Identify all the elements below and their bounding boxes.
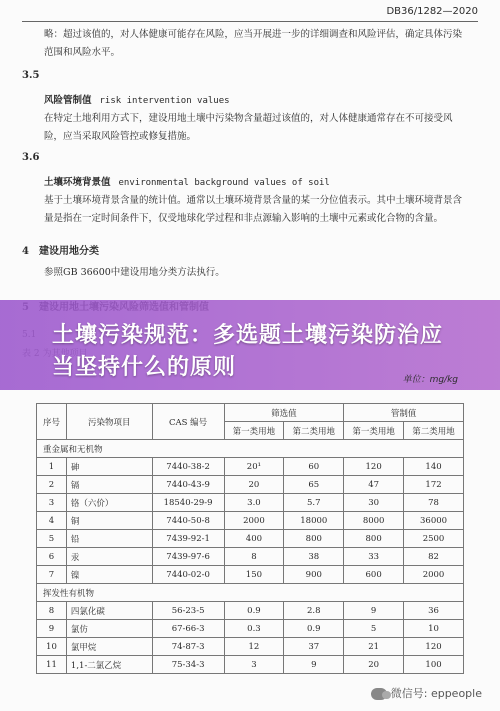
cell-screen-class2: 900	[284, 566, 344, 584]
cell-screen-class1: 0.9	[224, 602, 284, 620]
section-4-body: 参照GB 36600中建设用地分类方法执行。	[44, 267, 225, 278]
table-row	[37, 602, 464, 620]
table-header-row	[37, 404, 464, 422]
cell-name: 氯仿	[66, 620, 152, 638]
cell-control-class2: 172	[404, 476, 464, 494]
table-unit: 单位：mg/kg	[402, 375, 458, 385]
cell-screen-class2: 800	[284, 530, 344, 548]
term-zh: 风险管制值	[44, 95, 92, 106]
cell-control-class1: 600	[344, 566, 404, 584]
section-3-5-number: 3.5	[22, 70, 40, 81]
section-3-6-number: 3.6	[22, 152, 40, 163]
cell-no: 7	[37, 566, 67, 584]
cell-cas: 7439-92-1	[152, 530, 224, 548]
cell-cas: 7440-38-2	[152, 458, 224, 476]
table-row	[37, 458, 464, 476]
cell-control-class1: 47	[344, 476, 404, 494]
cell-name: 砷	[66, 458, 152, 476]
cell-screen-class2: 5.7	[284, 494, 344, 512]
screen-class1-header: 第一类用地	[224, 422, 284, 440]
cell-screen-class1: 12	[224, 638, 284, 656]
watermark-text: 微信号: eppeople	[390, 687, 482, 700]
document-id: DB36/1282—2020	[386, 6, 478, 17]
cell-control-class2: 36	[404, 602, 464, 620]
cell-control-class2: 78	[404, 494, 464, 512]
cell-control-class1: 120	[344, 458, 404, 476]
table-row	[37, 476, 464, 494]
pollutant-table	[36, 403, 464, 674]
cell-screen-class2: 60	[284, 458, 344, 476]
cell-control-class2: 120	[404, 638, 464, 656]
table-row	[37, 656, 464, 674]
section-4-heading: 4 建设用地分类	[22, 246, 99, 257]
cell-cas: 75-34-3	[152, 656, 224, 674]
cell-name: 镉	[66, 476, 152, 494]
cell-screen-class2: 65	[284, 476, 344, 494]
cell-cas: 7440-43-9	[152, 476, 224, 494]
wechat-watermark	[371, 685, 482, 701]
term-zh: 土壤环境背景值	[44, 177, 111, 188]
cell-screen-class1: 8	[224, 548, 284, 566]
cell-control-class1: 21	[344, 638, 404, 656]
cell-no: 4	[37, 512, 67, 530]
cell-name: 铜	[66, 512, 152, 530]
term-en: environmental background values of soil	[118, 178, 330, 188]
cell-no: 2	[37, 476, 67, 494]
cell-control-class1: 30	[344, 494, 404, 512]
cell-name: 镍	[66, 566, 152, 584]
screen-class2-header: 第二类用地	[284, 422, 344, 440]
screen-value-header: 筛选值	[224, 404, 344, 422]
cell-control-class1: 8000	[344, 512, 404, 530]
cell-cas: 7440-50-8	[152, 512, 224, 530]
table-row	[37, 620, 464, 638]
cell-name: 铬（六价）	[66, 494, 152, 512]
cell-screen-class2: 18000	[284, 512, 344, 530]
cell-screen-class1: 20	[224, 476, 284, 494]
cell-control-class1: 33	[344, 548, 404, 566]
section-3-6-term	[44, 174, 330, 188]
cell-control-class2: 2000	[404, 566, 464, 584]
table-group-row	[37, 440, 464, 458]
cell-name: 氯甲烷	[66, 638, 152, 656]
control-value-header: 管制值	[344, 404, 464, 422]
cell-cas: 7439-97-6	[152, 548, 224, 566]
cell-name: 1,1-二氯乙烷	[66, 656, 152, 674]
table-row	[37, 512, 464, 530]
cell-screen-class1: 150	[224, 566, 284, 584]
cell-screen-class2: 2.8	[284, 602, 344, 620]
group-label: 重金属和无机物	[37, 440, 464, 458]
cell-control-class1: 800	[344, 530, 404, 548]
table-row	[37, 548, 464, 566]
cell-control-class2: 82	[404, 548, 464, 566]
term-en: risk intervention values	[99, 96, 230, 106]
cell-screen-class1: 400	[224, 530, 284, 548]
cell-name: 铅	[66, 530, 152, 548]
col-cas-header: CAS 编号	[152, 404, 224, 440]
cell-no: 6	[37, 548, 67, 566]
cell-no: 5	[37, 530, 67, 548]
wechat-icon	[371, 688, 387, 700]
cell-no: 11	[37, 656, 67, 674]
cell-cas: 74-87-3	[152, 638, 224, 656]
table-row	[37, 638, 464, 656]
cell-screen-class2: 37	[284, 638, 344, 656]
cell-control-class2: 10	[404, 620, 464, 638]
table-group-row	[37, 584, 464, 602]
col-no-header: 序号	[37, 404, 67, 440]
cell-no: 9	[37, 620, 67, 638]
table-row	[37, 530, 464, 548]
cell-no: 8	[37, 602, 67, 620]
group-label: 挥发性有机物	[37, 584, 464, 602]
cell-screen-class1: 2000	[224, 512, 284, 530]
cell-control-class1: 9	[344, 602, 404, 620]
intro-paragraph: 略：超过该值的，对人体健康可能存在风险，应当开展进一步的详细调查和风险评估，确定具体污染范围和风险水平。	[44, 29, 463, 58]
cell-screen-class1: 3	[224, 656, 284, 674]
cell-screen-class1: 20¹	[224, 458, 284, 476]
cell-control-class2: 100	[404, 656, 464, 674]
col-item-header: 污染物项目	[66, 404, 152, 440]
cell-no: 10	[37, 638, 67, 656]
cell-cas: 7440-02-0	[152, 566, 224, 584]
cell-name: 汞	[66, 548, 152, 566]
cell-control-class2: 36000	[404, 512, 464, 530]
cell-cas: 56-23-5	[152, 602, 224, 620]
table-row	[37, 566, 464, 584]
cell-screen-class2: 9	[284, 656, 344, 674]
banner-title: 土壤污染规范：多选题土壤污染防治应当坚持什么的原则	[52, 323, 444, 380]
cell-control-class2: 140	[404, 458, 464, 476]
cell-no: 3	[37, 494, 67, 512]
cell-name: 四氯化碳	[66, 602, 152, 620]
cell-no: 1	[37, 458, 67, 476]
section-3-6-body: 基于土壤环境背景含量的统计值。通常以土壤环境背景含量的某一分位值表示。其中土壤环境背景含量是指在一定时间条件下，仅受地球化学过程和非点源输入影响的土壤中元素或化合物的含量。	[44, 195, 463, 224]
cell-screen-class1: 3.0	[224, 494, 284, 512]
section-3-5-term	[44, 92, 230, 106]
cell-cas: 67-66-3	[152, 620, 224, 638]
section-3-5-body: 在特定土地利用方式下，建设用地土壤中污染物含量超过该值的，对人体健康通常存在不可接受风险，应当采取风险管控或修复措施。	[44, 113, 453, 142]
cell-control-class2: 2500	[404, 530, 464, 548]
cell-control-class1: 20	[344, 656, 404, 674]
cell-screen-class2: 38	[284, 548, 344, 566]
table-row	[37, 494, 464, 512]
header-rule	[22, 21, 478, 22]
control-class2-header: 第二类用地	[404, 422, 464, 440]
cell-control-class1: 5	[344, 620, 404, 638]
cell-screen-class1: 0.3	[224, 620, 284, 638]
cell-screen-class2: 0.9	[284, 620, 344, 638]
cell-cas: 18540-29-9	[152, 494, 224, 512]
control-class1-header: 第一类用地	[344, 422, 404, 440]
